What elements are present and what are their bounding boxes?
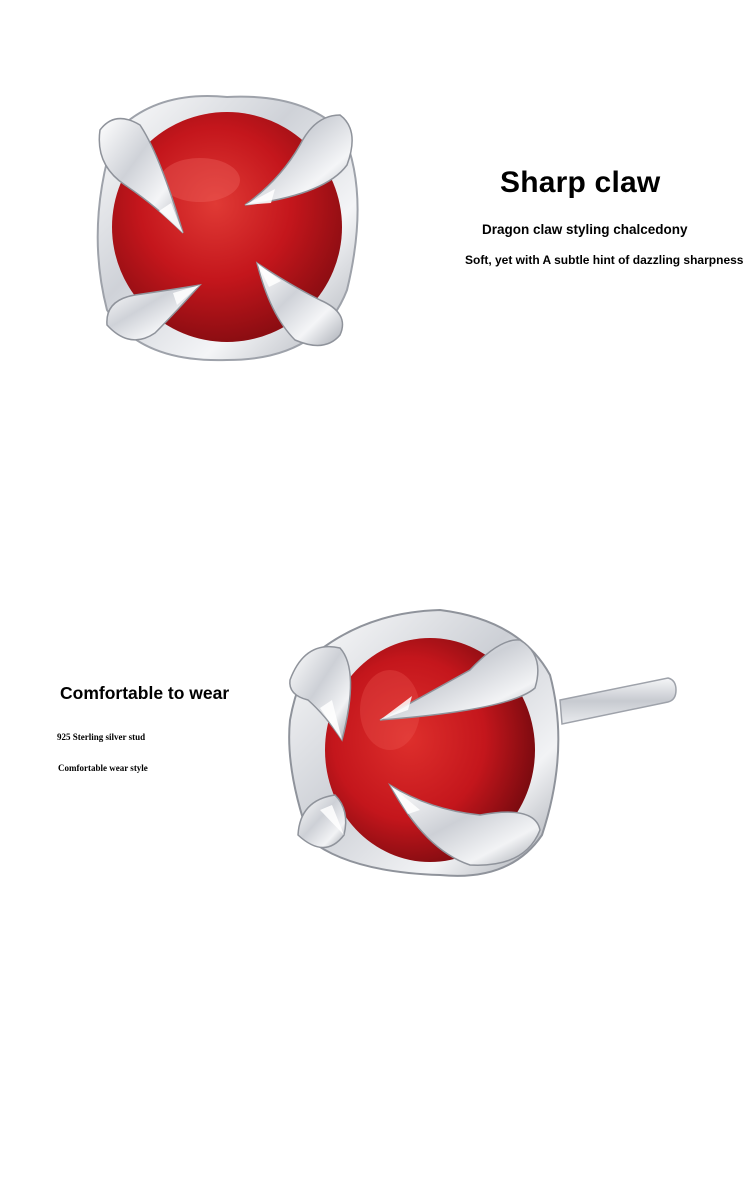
dragon-claw-earring-front bbox=[85, 85, 370, 370]
section-title-comfortable: Comfortable to wear bbox=[60, 683, 230, 703]
section-subtitle: Dragon claw styling chalcedony bbox=[482, 222, 688, 237]
section-title-sharp-claw: Sharp claw bbox=[500, 166, 661, 199]
dragon-claw-earring-side bbox=[280, 600, 690, 890]
material-line: 925 Sterling silver stud bbox=[57, 732, 146, 742]
section-description: Soft, yet with A subtle hint of dazzling sharpness bbox=[465, 253, 744, 267]
earring-front-view-image bbox=[85, 85, 370, 370]
wear-style-line: Comfortable wear style bbox=[58, 763, 148, 773]
earring-side-view-image bbox=[280, 600, 690, 890]
